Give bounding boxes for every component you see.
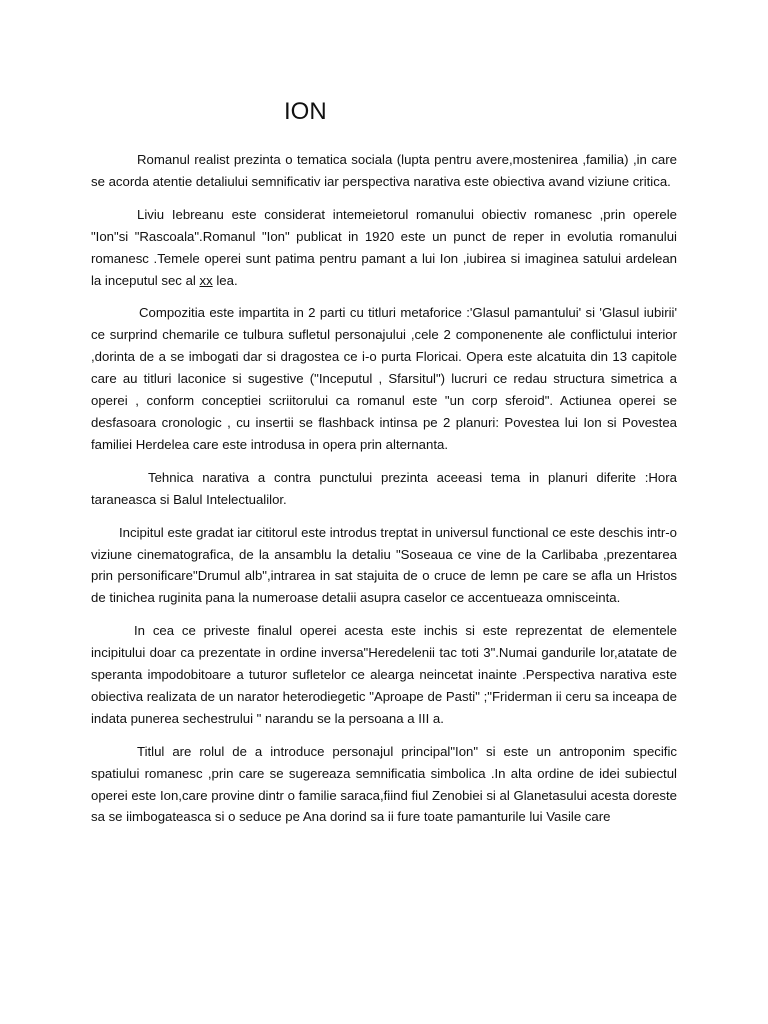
paragraph-4 — [91, 467, 677, 511]
paragraph-text: Titlul are rolul de a introduce personajul principal"Ion" si este un antroponim specific spatiului romanesc ,prin care se sugereaza semnificatia simbolica .In alta ordine de idei subiectul operei este Ion,care provine dintr o familie saraca,fiind fiul Zenobiei si al Glanetasului acesta doreste sa se iimbogateasca si o seduce pe Ana dorind sa ii fure toate pamanturile lui Vasile care — [91, 743, 677, 825]
paragraph-2 — [91, 204, 677, 292]
paragraph-7 — [91, 741, 677, 829]
document-title: ION — [284, 98, 327, 125]
paragraph-text: Tehnica narativa a contra punctului prezinta aceeasi tema in planuri diferite :Hora taraneasca si Balul Intelectualilor. — [91, 469, 677, 507]
paragraph-text: Incipitul este gradat iar cititorul este introdus treptat in universul functional ce este deschis intr-o viziune cinematografica, de la ansamblu la detaliu "Soseaua ce vine de la Carlibaba ,prezentarea prin personificare"Drumul alb",intrarea in sat stajuita de o cruce de lemn pe care se afla un Hristos de tinichea ruginita pana la numeroase detalii asupra caselor ce accentueaza omnisceinta. — [91, 524, 677, 606]
paragraph-3 — [91, 302, 677, 455]
paragraph-6 — [91, 620, 677, 730]
paragraph-text: Romanul realist prezinta o tematica sociala (lupta pentru avere,mostenirea ,familia) ,in care se acorda atentie detaliului semnificativ iar perspectiva narativa este obiectiva avand viziune critica. — [91, 152, 677, 189]
document-body — [91, 149, 677, 839]
paragraph-5 — [91, 522, 677, 610]
underlined-text: xx — [199, 272, 213, 288]
paragraph-text: Liviu Iebreanu este considerat intemeietorul romanului obiectiv romanesc ,prin operele "Ion"si "Rascoala".Romanul "Ion" publicat in 1920 este un punct de reper in evolutia romanului romanesc .Temele operei sunt patima pentru pamant a lui Ion ,iubirea si imaginea satului ardelean la inceputul sec al — [91, 206, 677, 288]
paragraph-1 — [91, 149, 677, 193]
paragraph-text: In cea ce priveste finalul operei acesta este inchis si este reprezentat de elementele incipitului doar ca prezentate in ordine inversa"Heredelenii tac toti 3".Numai gandurile lor,atatate de speranta impodobitoare a tuturor sufletelor ce alearga neincetat inainte .Perspectiva narativa este obiectiva realizata de un narator heterodiegetic "Aproape de Pasti" ;"Friderman ii ceru sa inceapa de indata punerea sechestrului " narandu se la persoana a III a. — [91, 623, 677, 726]
paragraph-text: Compozitia este impartita in 2 parti cu titluri metaforice :'Glasul pamantului' si 'Glasul iubirii' ce surprind chemarile ce tulbura sufletul personajului ,cele 2 componenente ale conflictului interior ,dorinta de a se imbogati dar si dragostea ce i-o purta Floricai. Opera este alcatuita din 13 capitole care au titluri laconice si sugestive ("Inceputul , Sfarsitul") lucruri ce redau structura simetrica a operei , conform conceptiei scriitorului ca romanul este "un corp sferoid". Actiunea operei se desfasoara cronologic , cu insertii se flashback intinsa pe 2 planuri: Povestea lui Ion si Povestea familiei Herdelea care este introdusa in opera prin alternanta. — [91, 305, 677, 452]
paragraph-text: lea. — [212, 272, 238, 288]
